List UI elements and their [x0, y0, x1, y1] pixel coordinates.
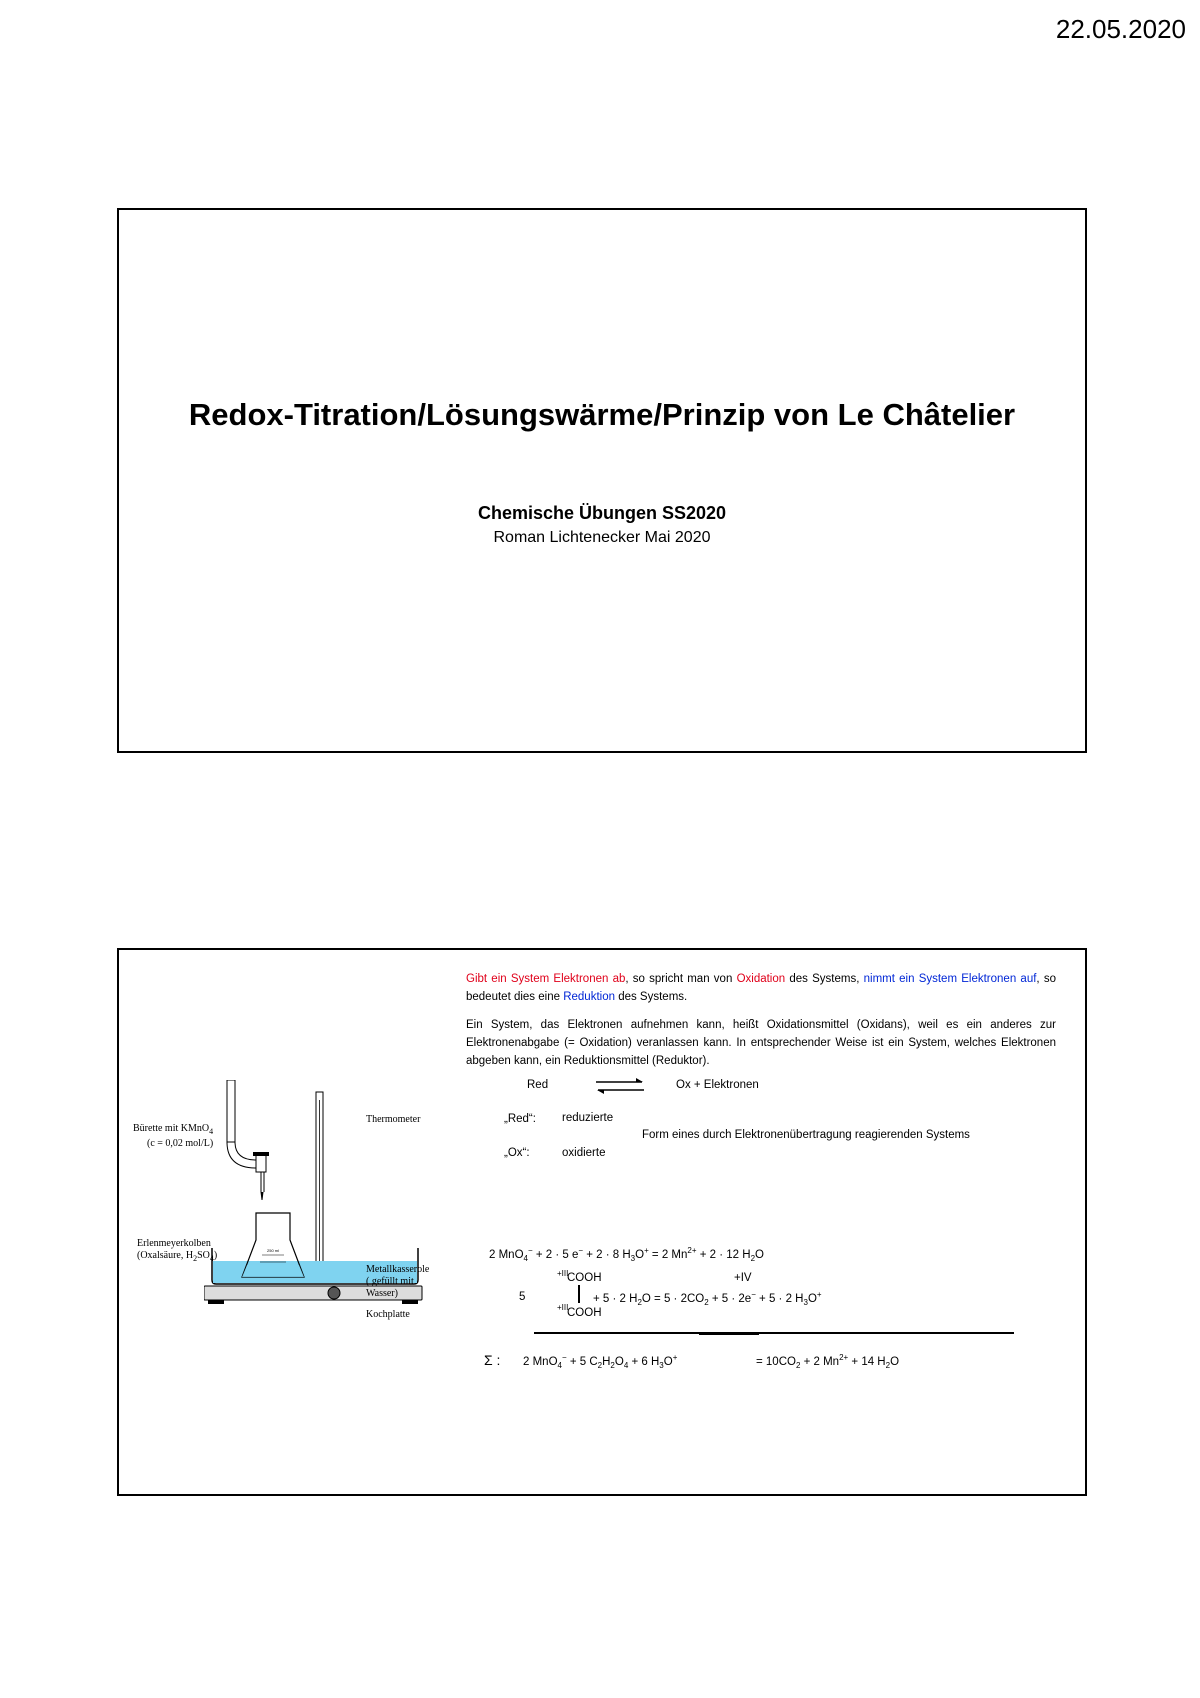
burette-label: Bürette mit KMnO$_4$ (c = 0,02 mol/L) — [133, 1123, 214, 1149]
slide-author: Roman Lichtenecker Mai 2020 — [493, 529, 711, 546]
flask-label: Erlenmeyerkolben (Oxalsäure, $H_2SO_4$) — [137, 1238, 218, 1263]
ox-state-iv: +IV — [734, 1272, 752, 1284]
ox-state-iii-top: +III — [557, 1269, 569, 1278]
redox-slide — [117, 948, 1087, 1496]
burette-stopcock — [256, 1154, 266, 1172]
thermometer-label: Thermometer — [366, 1114, 421, 1125]
overall-reaction: 2 MnO$_4$− + 5 $C_2H_2O_4 + 6$ $H_3O^+$ — [523, 1353, 678, 1371]
burette-tube — [227, 1080, 235, 1142]
half-reaction-reduction: 2 MnO$_4$− + 2 · 5 e− + 2 · 8 $H_3O^+ = 2$ $Mn^{2+} + 2 \cdot 12$ $H_2O$ — [489, 1246, 764, 1264]
red-definition: reduzierte — [562, 1112, 614, 1124]
c-c-bond-line — [578, 1285, 580, 1303]
factor-five: 5 — [519, 1291, 526, 1303]
slide-subtitle: Chemische Übungen SS2020 — [477, 503, 727, 523]
sum-divider-accent — [699, 1332, 759, 1335]
bath-label: Metallkasserole ( gefüllt mit Wasser) — [366, 1264, 430, 1299]
ox-quote: „Ox“: — [504, 1147, 530, 1159]
red-quote: „Red“: — [504, 1113, 536, 1125]
equilibrium-arrows-icon — [594, 1078, 646, 1094]
flask-graduation: 250 ml — [267, 1248, 280, 1253]
page-date: 22.05.2020 — [1055, 14, 1186, 44]
sum-divider — [534, 1332, 1014, 1334]
ox-state-iii-bottom: +III — [557, 1303, 569, 1312]
title-slide — [117, 208, 1087, 753]
form-description: Form eines durch Elektronenübertragung reagierenden Systems — [642, 1129, 970, 1141]
hot-plate-knob — [328, 1287, 340, 1299]
definition-paragraph: Gibt ein System Elektronen ab, so spricht man von Oxidation des Systems, nimmt ein System Elektronen auf, so bedeutet dies eine Reduktion des Systems. — [466, 973, 1056, 1003]
hot-plate-label: Kochplatte — [366, 1309, 410, 1320]
cooh-top: COOH — [567, 1272, 602, 1284]
red-label: Red — [527, 1079, 549, 1091]
slide-title: Redox-Titration/Lösungswärme/Prinzip von Le Châtelier — [188, 397, 1016, 432]
cooh-bottom: COOH — [567, 1307, 602, 1319]
ox-electrons-label: Ox + Elektronen — [676, 1079, 759, 1091]
sum-symbol: Σ : — [484, 1352, 501, 1368]
overall-products: = $10CO_2 + 2$ $Mn^{2+} + 14$ $H_2O$ — [756, 1353, 900, 1371]
half-reaction-oxidation: + 5 · 2 $H_2O = 5 \cdot 2CO_2 + 5 \cdot 2e^- + 5 \cdot 2$ $H_3O^+$ — [593, 1290, 822, 1308]
oxidizing-agent-paragraph: Ein System, das Elektronen aufnehmen kann, heißt Oxidationsmittel (Oxidans), weil es ein anderes zur Elektronenabgabe (= Oxidation) veranlassen kann. In entsprechender Weise ist ein System, welches Elektronen abgeben kann, ein Reduktionsmittel (Reduktor). — [466, 1019, 1056, 1067]
ox-definition: oxidierte — [562, 1147, 606, 1159]
